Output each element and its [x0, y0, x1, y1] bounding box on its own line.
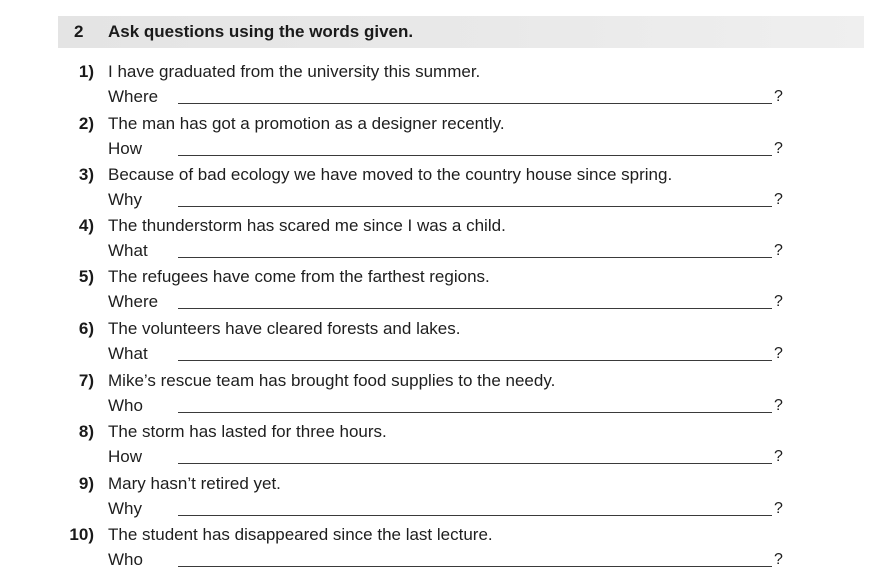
- answer-line[interactable]: [178, 308, 772, 309]
- answer-line[interactable]: [178, 257, 772, 258]
- answer-line[interactable]: [178, 206, 772, 207]
- answer-line[interactable]: [178, 463, 772, 464]
- question-sentence: The student has disappeared since the last lecture.: [108, 525, 493, 544]
- question-word: Where: [108, 292, 159, 311]
- question-mark: ?: [774, 397, 783, 414]
- question-word: How: [108, 447, 143, 466]
- question-item-8: [0, 422, 889, 474]
- question-mark: ?: [774, 140, 783, 157]
- question-mark: ?: [774, 448, 783, 465]
- question-item-9: [0, 474, 889, 526]
- question-number: 10): [69, 525, 94, 544]
- question-sentence: The storm has lasted for three hours.: [108, 422, 387, 441]
- question-word: Where: [108, 87, 159, 106]
- question-mark: ?: [774, 88, 783, 105]
- question-number: 3): [78, 165, 94, 184]
- question-word: Who: [108, 396, 143, 415]
- question-item-2: [0, 114, 889, 166]
- exercise-title: Ask questions using the words given.: [108, 22, 414, 41]
- question-mark: ?: [774, 551, 783, 568]
- question-item-1: [0, 62, 889, 114]
- question-number: 5): [78, 267, 94, 286]
- question-word: What: [108, 344, 148, 363]
- question-item-5: [0, 267, 889, 319]
- question-word: Why: [108, 499, 142, 518]
- question-word: What: [108, 241, 148, 260]
- question-sentence: Mike’s rescue team has brought food supplies to the needy.: [108, 371, 556, 390]
- question-mark: ?: [774, 242, 783, 259]
- question-item-4: [0, 216, 889, 268]
- question-sentence: I have graduated from the university this summer.: [108, 62, 481, 81]
- answer-line[interactable]: [178, 360, 772, 361]
- question-word: How: [108, 139, 143, 158]
- question-sentence: The refugees have come from the farthest regions.: [108, 267, 490, 286]
- question-item-6: [0, 319, 889, 371]
- exercise-number: 2: [74, 22, 84, 41]
- question-item-3: [0, 165, 889, 217]
- question-number: 9): [78, 474, 94, 493]
- answer-line[interactable]: [178, 103, 772, 104]
- answer-line[interactable]: [178, 515, 772, 516]
- question-sentence: The man has got a promotion as a designer recently.: [108, 114, 505, 133]
- question-number: 1): [78, 62, 94, 81]
- question-number: 4): [78, 216, 94, 235]
- question-word: Who: [108, 550, 143, 569]
- question-item-10: [0, 525, 889, 577]
- question-mark: ?: [774, 191, 783, 208]
- question-sentence: Because of bad ecology we have moved to the country house since spring.: [108, 165, 673, 184]
- question-sentence: The volunteers have cleared forests and lakes.: [108, 319, 461, 338]
- question-number: 8): [78, 422, 94, 441]
- question-mark: ?: [774, 345, 783, 362]
- question-sentence: The thunderstorm has scared me since I was a child.: [108, 216, 506, 235]
- question-mark: ?: [774, 293, 783, 310]
- question-number: 6): [78, 319, 94, 338]
- question-number: 7): [78, 371, 94, 390]
- answer-line[interactable]: [178, 566, 772, 567]
- question-mark: ?: [774, 500, 783, 517]
- answer-line[interactable]: [178, 155, 772, 156]
- question-item-7: [0, 371, 889, 423]
- question-sentence: Mary hasn’t retired yet.: [108, 474, 281, 493]
- answer-line[interactable]: [178, 412, 772, 413]
- question-number: 2): [78, 114, 94, 133]
- question-word: Why: [108, 190, 142, 209]
